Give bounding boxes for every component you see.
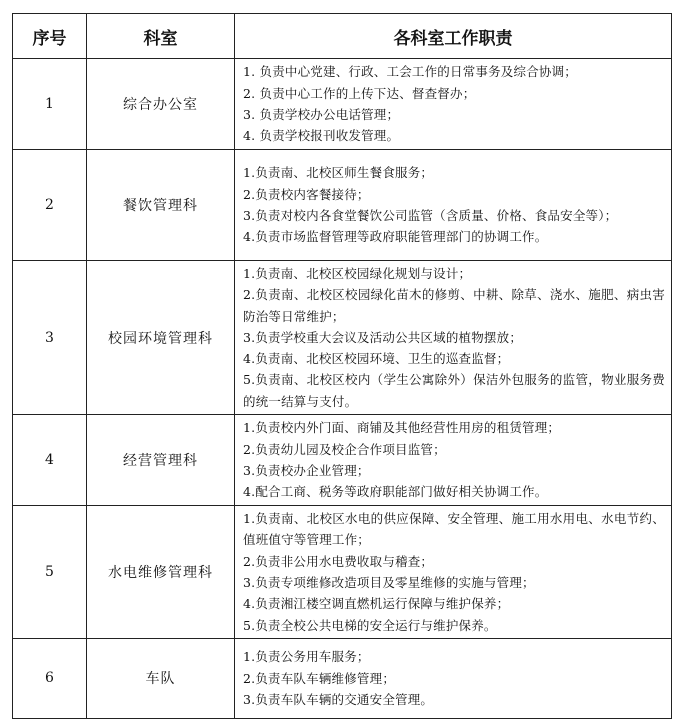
row-dept: 经营管理科 [87,415,235,506]
row-duties [235,261,672,415]
duty-item: 4. 负责学校报刊收发管理。 [243,128,400,144]
duty-item: 3.负责专项维修改造项目及零星维修的实施与管理； [243,574,535,590]
duty-item: 1.负责公务用车服务； [243,649,370,665]
table-header-row [13,14,672,59]
row-seq: 3 [13,261,87,415]
duty-item: 3.负责校办企业管理； [243,463,370,479]
row-dept: 餐饮管理科 [87,150,235,261]
row-dept: 综合办公室 [87,59,235,150]
row-duties [235,59,672,150]
duty-item: 3.负责对校内各食堂餐饮公司监管（含质量、价格、食品安全等）； [243,208,618,223]
duty-item: 4.负责市场监督管理等政府职能管理部门的协调工作。 [243,229,548,245]
duty-item: 3.负责学校重大会议及活动公共区域的植物摆放； [243,329,523,345]
table-row [13,506,672,639]
row-dept: 校园环境管理科 [87,261,235,415]
duty-item: 2.负责南、北校区校园绿化苗木的修剪、中耕、除草、浇水、施肥、病虫害防治等日常维护； [243,287,665,324]
row-seq: 4 [13,415,87,506]
table-row [13,415,672,506]
row-duties [235,150,672,261]
header-duties: 各科室工作职责 [235,14,672,59]
duty-item: 1.负责南、北校区水电的供应保障、安全管理、施工用水用电、水电节约、值班值守等管理工作； [243,511,665,548]
table-row [13,638,672,718]
duty-item: 1.负责南、北校区师生餐食服务； [243,165,434,181]
row-dept: 水电维修管理科 [87,506,235,639]
duty-item: 5.负责南、北校区校内（学生公寓除外）保洁外包服务的监管，物业服务费的统一结算与支付。 [243,372,665,409]
duty-item: 1.负责南、北校区校园绿化规划与设计； [243,266,472,281]
row-duties [235,415,672,506]
row-duties [235,638,672,718]
row-duties [235,506,672,639]
duty-item: 5.负责全校公共电梯的安全运行与维护保养。 [243,617,497,633]
duty-item: 1. 负责中心党建、行政、工会工作的日常事务及综合协调； [243,64,578,80]
duty-item: 2.负责校内客餐接待； [243,186,370,202]
duty-item: 3. 负责学校办公电话管理； [243,107,400,122]
table-row [13,59,672,150]
row-dept: 车队 [87,638,235,718]
duty-item: 3.负责车队车辆的交通安全管理。 [243,692,434,707]
header-dept: 科室 [87,14,235,59]
duty-item: 2.负责非公用水电费收取与稽查； [243,553,434,569]
row-seq: 2 [13,150,87,261]
duty-item: 2. 负责中心工作的上传下达、督查督办； [243,85,476,101]
duty-item: 1.负责校内外门面、商铺及其他经营性用房的租赁管理； [243,420,561,436]
duty-item: 4.配合工商、税务等政府职能部门做好相关协调工作。 [243,484,548,500]
row-seq: 6 [13,638,87,718]
table-row [13,261,672,415]
header-seq: 序号 [13,14,87,59]
row-seq: 1 [13,59,87,150]
duty-item: 2.负责车队车辆维修管理； [243,670,396,686]
duty-item: 4.负责南、北校区校园环境、卫生的巡查监督； [243,351,510,367]
duty-item: 4.负责湘江楼空调直燃机运行保障与维护保养； [243,596,510,612]
department-duties-table [12,13,672,719]
table-row [13,150,672,261]
row-seq: 5 [13,506,87,639]
duty-item: 2.负责幼儿园及校企合作项目监管； [243,441,446,457]
